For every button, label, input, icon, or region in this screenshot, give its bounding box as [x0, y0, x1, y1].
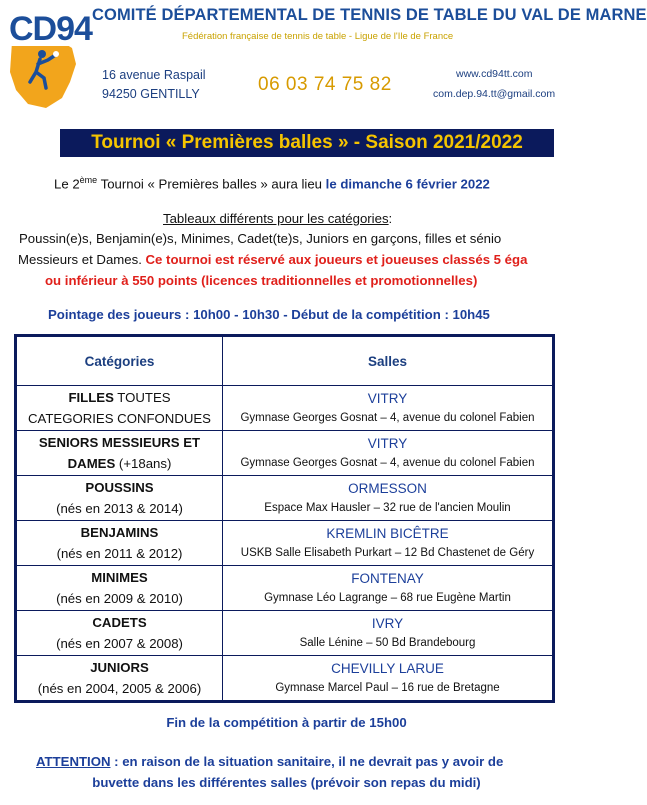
category-cell: [16, 476, 223, 521]
venue-city: CHEVILLY LARUE: [331, 661, 444, 676]
categories-line-1: Poussin(e)s, Benjamin(e)s, Minimes, Cadet(te)s, Juniors en garçons, filles et sénio: [19, 231, 502, 246]
category-detail: (nés en 2011 & 2012): [56, 546, 183, 561]
website-link[interactable]: www.cd94tt.com: [456, 68, 533, 80]
venue-cell: [223, 431, 554, 476]
end-time: Fin de la compétition à partir de 15h00: [166, 715, 407, 730]
table-row: [16, 476, 554, 521]
category-cell: [16, 386, 223, 431]
categories-line-2: [18, 252, 527, 267]
org-title: COMITÉ DÉPARTEMENTAL DE TENNIS DE TABLE DU VAL DE MARNE: [92, 6, 647, 24]
table-row: [16, 566, 554, 611]
phone-number: 06 03 74 75 82: [258, 74, 392, 95]
category-detail: (nés en 2013 & 2014): [56, 501, 183, 516]
category-detail: (nés en 2004, 2005 & 2006): [37, 681, 202, 696]
venue-address: Gymnase Léo Lagrange – 68 rue Eugène Martin: [264, 592, 511, 604]
table-header-row: [16, 336, 554, 386]
address-street: 16 avenue Raspail: [102, 68, 206, 82]
category-cell: [16, 521, 223, 566]
categories-heading-text: Tableaux différents pour les catégories: [163, 211, 389, 226]
venue-city: VITRY: [367, 391, 408, 406]
attention-text: : en raison de la situation sanitaire, il ne devrait pas y avoir de: [110, 754, 504, 769]
venue-address: Salle Lénine – 50 Bd Brandebourg: [299, 637, 476, 649]
category-cell: [16, 656, 223, 702]
points-limit: ou inférieur à 550 points (licences traditionnelles et promotionnelles): [45, 273, 478, 288]
table-row: [16, 656, 554, 702]
category-name: BENJAMINS: [80, 525, 159, 540]
venue-city: ORMESSON: [348, 481, 427, 496]
table-row: [16, 431, 554, 476]
category-name-line2: DAMES: [67, 456, 116, 471]
categories-heading-colon: :: [388, 211, 393, 226]
attention-label: ATTENTION: [36, 754, 111, 769]
org-subtitle: Fédération française de tennis de table - Ligue de l'Ile de France: [182, 31, 454, 42]
category-name: CADETS: [92, 615, 147, 630]
category-detail: (+18ans): [115, 456, 172, 471]
category-name: FILLES: [68, 390, 114, 405]
venue-city: VITRY: [367, 436, 408, 451]
venue-city: FONTENAY: [351, 571, 424, 586]
intro-date: le dimanche 6 février 2022: [325, 176, 490, 192]
category-cell: [16, 611, 223, 656]
intro-line: [54, 175, 490, 191]
logo-text: CD94: [9, 10, 92, 48]
category-name: MINIMES: [91, 570, 148, 585]
tournament-banner: Tournoi « Premières balles » - Saison 2021/2022: [60, 129, 554, 157]
venue-address: Gymnase Georges Gosnat – 4, avenue du colonel Fabien: [240, 457, 535, 469]
venues-table: [14, 334, 555, 703]
venue-cell: [223, 476, 554, 521]
header-salles: Salles: [223, 336, 554, 386]
venue-cell: [223, 656, 554, 702]
table-row: [16, 611, 554, 656]
category-name-rest: TOUTES: [113, 390, 171, 405]
intro-sup: ème: [79, 175, 98, 185]
header-categories: Catégories: [16, 336, 223, 386]
category-detail: (nés en 2009 & 2010): [56, 591, 183, 606]
categories-heading: [163, 211, 392, 226]
venue-address: Gymnase Georges Gosnat – 4, avenue du colonel Fabien: [240, 412, 535, 424]
intro-middle: Tournoi « Premières balles » aura lieu: [97, 176, 326, 192]
category-detail: CATEGORIES CONFONDUES: [28, 411, 211, 426]
venue-city: KREMLIN BICÊTRE: [326, 526, 449, 541]
venue-city: IVRY: [371, 616, 404, 631]
attention-line-2: buvette dans les différentes salles (prévoir son repas du midi): [92, 775, 481, 790]
venue-cell: [223, 521, 554, 566]
schedule-line: Pointage des joueurs : 10h00 - 10h30 - Début de la compétition : 10h45: [48, 307, 490, 322]
venue-cell: [223, 566, 554, 611]
category-name: JUNIORS: [90, 660, 149, 675]
category-cell: [16, 431, 223, 476]
venue-cell: [223, 386, 554, 431]
cd94-logo: [6, 2, 92, 114]
category-name: SENIORS MESSIEURS ET: [38, 435, 201, 450]
category-name: POUSSINS: [85, 480, 154, 495]
attention-line-1: [36, 754, 503, 769]
category-detail: (nés en 2007 & 2008): [56, 636, 183, 651]
venue-address: Gymnase Marcel Paul – 16 rue de Bretagne: [275, 682, 500, 694]
reserved-notice: Ce tournoi est réservé aux joueurs et joueuses classés 5 éga: [145, 252, 528, 267]
intro-prefix: Le 2: [54, 176, 80, 192]
table-row: [16, 521, 554, 566]
venue-address: Espace Max Hausler – 32 rue de l'ancien Moulin: [264, 502, 511, 514]
address-city: 94250 GENTILLY: [102, 87, 200, 101]
table-row: [16, 386, 554, 431]
venue-cell: [223, 611, 554, 656]
categories-line-2-text: Messieurs et Dames.: [18, 252, 146, 267]
email-link[interactable]: com.dep.94.tt@gmail.com: [433, 88, 556, 100]
venue-address: USKB Salle Elisabeth Purkart – 12 Bd Chastenet de Géry: [240, 547, 535, 559]
category-cell: [16, 566, 223, 611]
